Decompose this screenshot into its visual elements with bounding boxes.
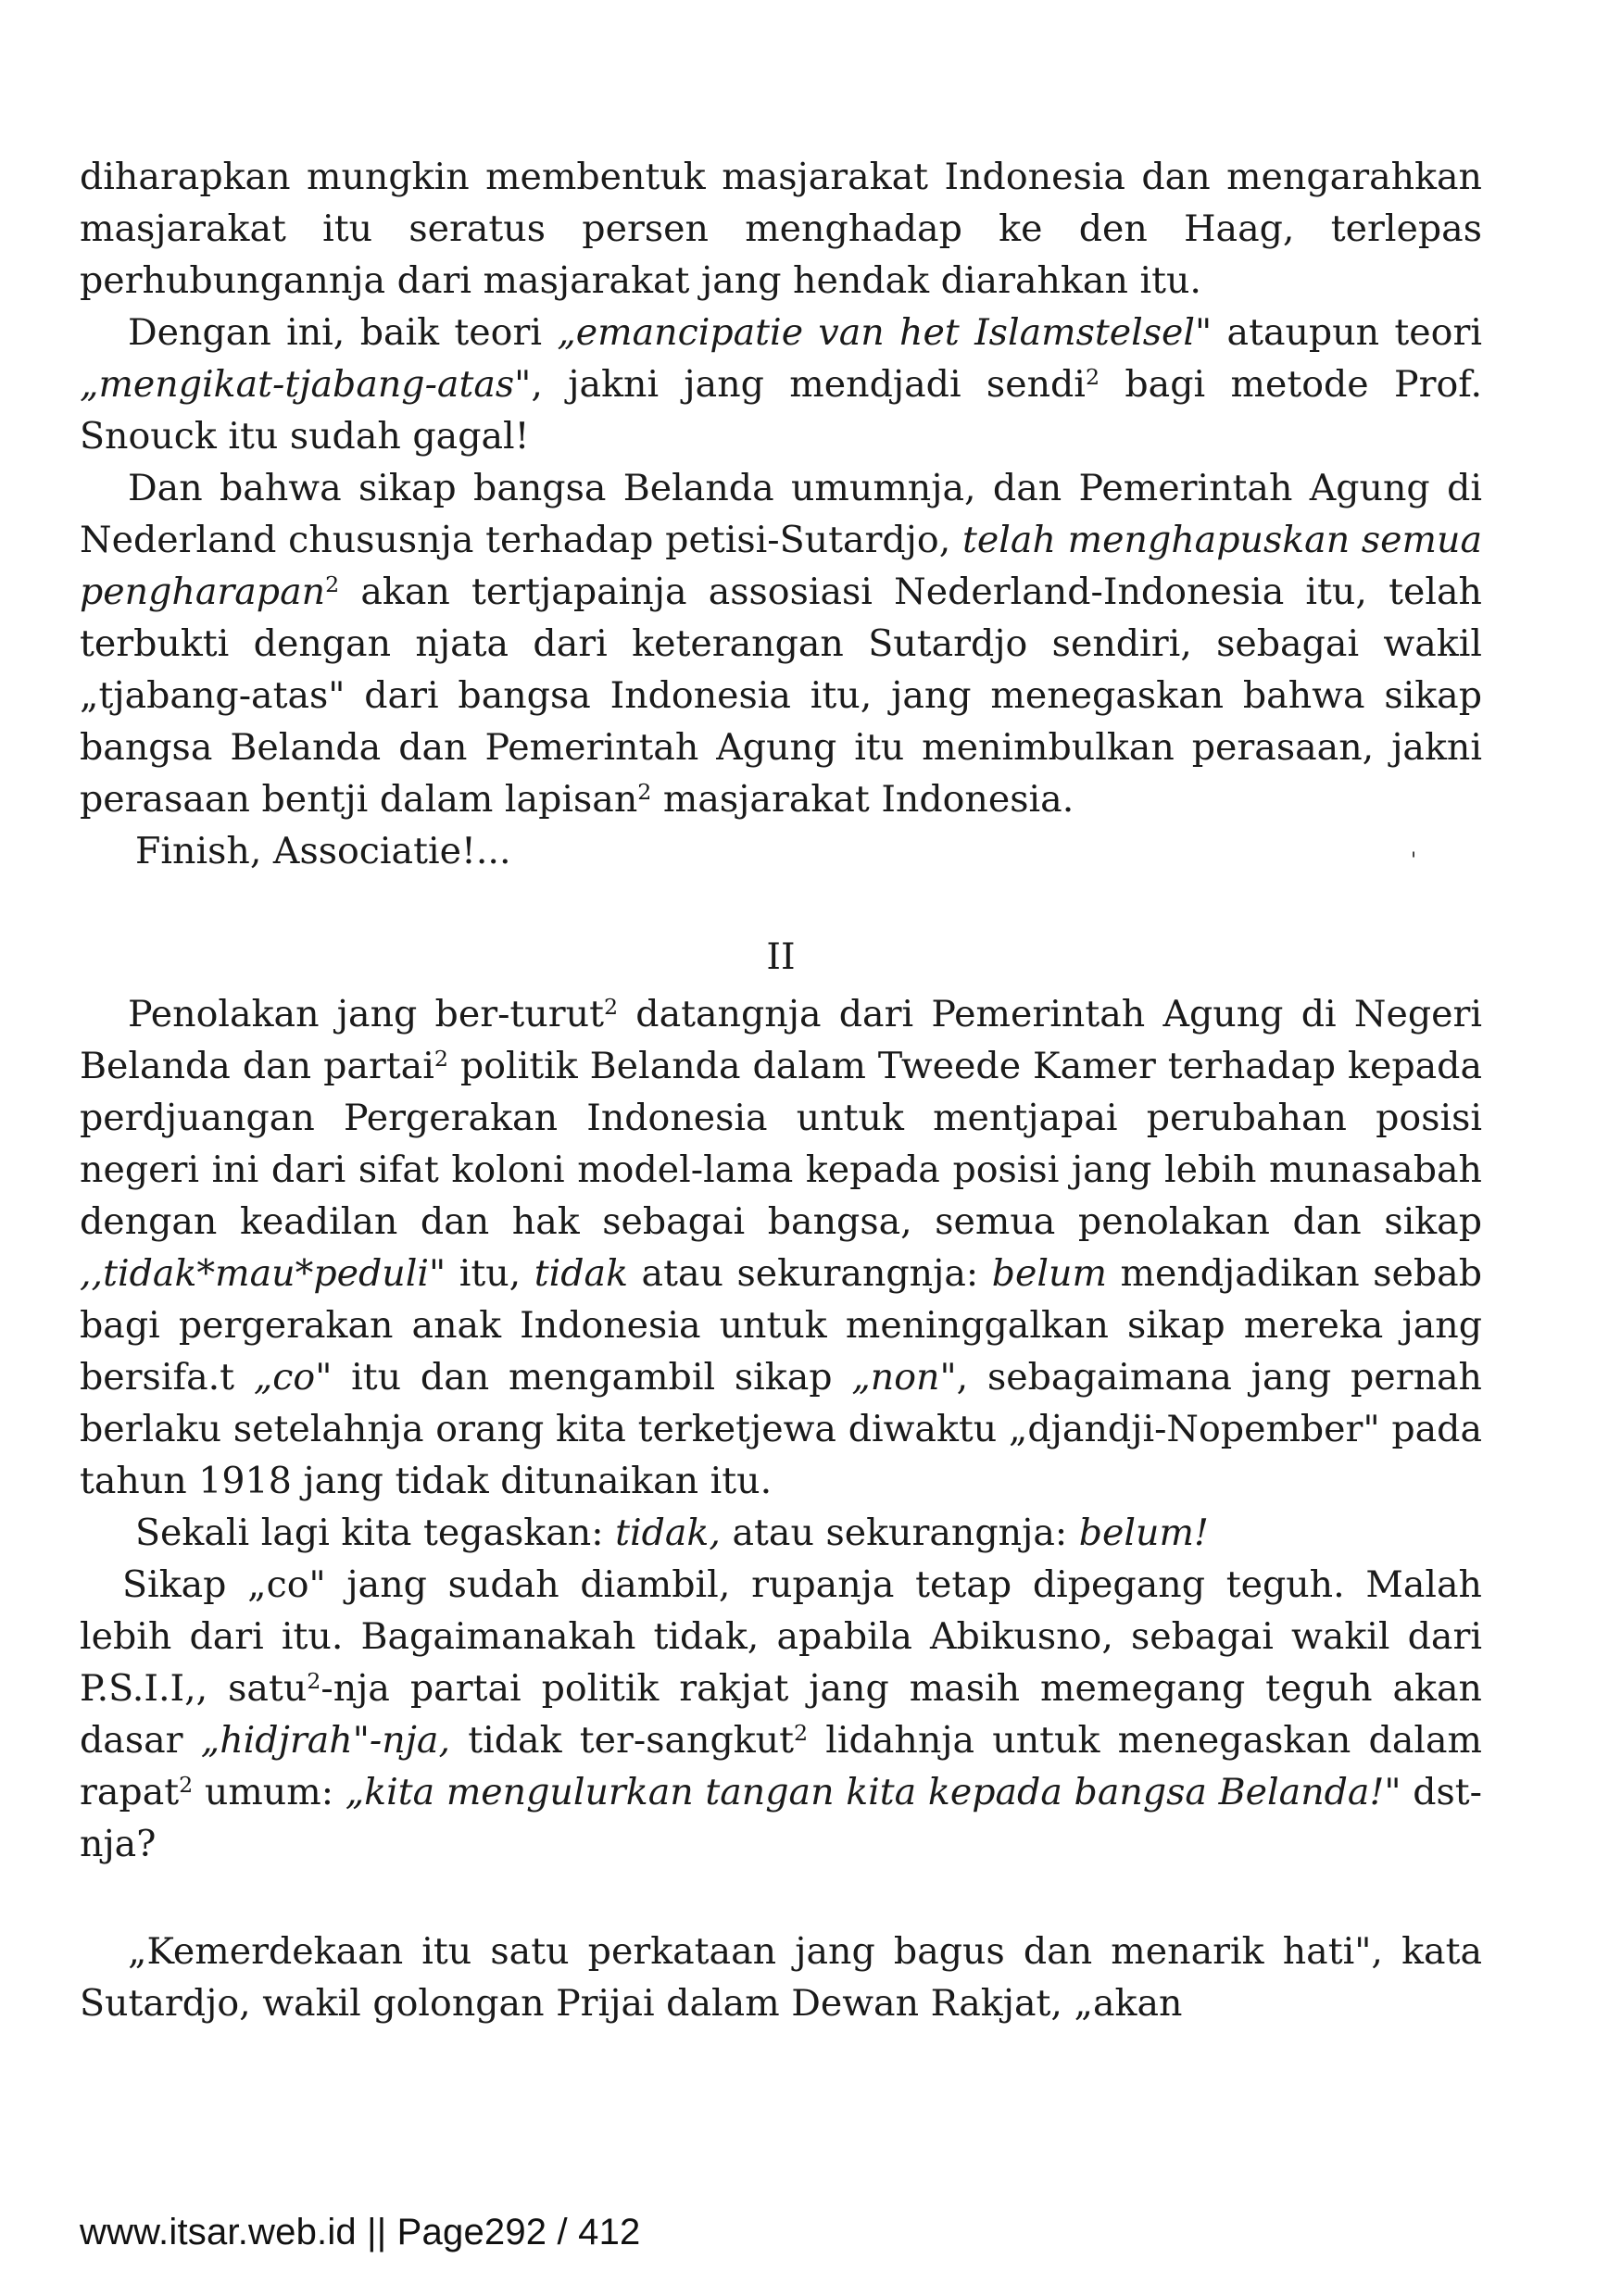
text: ataupun teori <box>1212 311 1482 354</box>
superscript: 2 <box>1085 363 1100 390</box>
text: -nja partai politik rakjat jang masih memegang teguh akan dasar <box>80 1667 1482 1762</box>
superscript: 2 <box>325 571 340 597</box>
superscript: 2 <box>307 1667 321 1694</box>
italic-text: belum! <box>1078 1512 1209 1554</box>
superscript: 2 <box>794 1719 809 1746</box>
text: bagi metode Prof. Snouck itu sudah gagal! <box>80 363 1483 458</box>
italic-text: telah menghapuskan semua pengharapan <box>80 519 1482 613</box>
text: Penolakan jang ber-turut <box>128 993 604 1035</box>
text: politik Belanda dalam Tweede Kamer terhadap kepada perdjuangan Pergerakan Indonesia untuk mentjapai perubahan posisi negeri ini dari sifat koloni model-lama kepada posisi jang lebih munasabah dengan keadilan dan hak sebagai bangsa, semua penolakan dan sikap <box>80 1045 1482 1243</box>
italic-text: „emancipatie van het Islamstelsel" <box>557 311 1213 354</box>
paragraph-3 <box>80 462 1482 825</box>
stray-mark: ' <box>1411 849 1417 872</box>
text: „Kemerdekaan itu satu perkataan jang bagus dan menarik hati", kata Sutardjo, wakil golongan Prijai dalam Dewan Rakjat, „akan <box>80 1930 1482 2025</box>
superscript: 2 <box>434 1045 448 1072</box>
italic-text: „non" <box>851 1356 957 1399</box>
italic-text: „co" <box>253 1356 333 1399</box>
text: diharapkan mungkin membentuk masjarakat Indonesia dan mengarahkan masjarakat itu seratus persen menghadap ke den Haag, terlepas perhubungannja dari masjarakat jang hendak diarahkan itu. <box>80 156 1482 302</box>
paragraph-5 <box>80 988 1482 1507</box>
page-footer: www.itsar.web.id || Page292 / 412 <box>80 2212 641 2252</box>
text: , jakni jang mendjadi sendi <box>531 363 1086 406</box>
text: itu dan mengambil sikap <box>332 1356 852 1399</box>
text: tidak ter-sangkut <box>450 1719 794 1762</box>
section-heading: II <box>766 935 796 978</box>
paragraph-1 <box>80 151 1482 307</box>
paragraph-8 <box>80 1926 1482 2029</box>
text: dst-nja? <box>80 1771 1482 1865</box>
italic-text: tidak <box>534 1252 629 1295</box>
paragraph-7 <box>80 1559 1482 1870</box>
page-body <box>80 151 1482 2029</box>
italic-text: ,,tidak*mau*peduli" <box>80 1252 446 1295</box>
italic-text: belum <box>991 1252 1107 1295</box>
text: mendjadikan sebab bagi pergerakan anak Indonesia untuk meninggalkan sikap mereka jang bersifa.t <box>80 1252 1482 1399</box>
italic-text: tidak, <box>615 1512 721 1554</box>
text: , sebagaimana jang pernah berlaku setelahnja orang kita terketjewa diwaktu „djandji-Nopember" pada tahun 1918 jang tidak ditunaikan itu. <box>80 1356 1482 1502</box>
italic-text: „hidjrah"-nja, <box>200 1719 451 1762</box>
text: masjarakat Indonesia. <box>651 778 1074 821</box>
text: lidahnja untuk menegaskan dalam rapat <box>80 1719 1483 1813</box>
text: Sekali lagi kita tegaskan: <box>135 1512 616 1554</box>
paragraph-6 <box>80 1507 1482 1559</box>
text: akan tertjapainja assosiasi Nederland-Indonesia itu, telah terbukti dengan njata dari keterangan Sutardjo sendiri, sebagai wakil „tjabang-atas" dari bangsa Indonesia itu, jang menegaskan bahwa sikap bangsa Belanda dan Pemerintah Agung itu menimbulkan perasaan, jakni perasaan bentji dalam lapisan <box>80 571 1482 821</box>
text: Finish, Associatie!... <box>135 830 511 872</box>
text: atau sekurangnja: <box>628 1252 992 1295</box>
text: Dan bahwa sikap bangsa Belanda umumnja, dan Pemerintah Agung di Nederland chususnja terhadap petisi-Sutardjo, <box>80 467 1482 561</box>
text: Dengan ini, baik teori <box>128 311 558 354</box>
text: itu, <box>446 1252 534 1295</box>
text: Sikap „co" jang sudah diambil, rupanja tetap dipegang teguh. Malah lebih dari itu. Bagaimanakah tidak, apabila Abikusno, sebagai wakil dari P.S.I.I,, satu <box>80 1563 1482 1710</box>
superscript: 2 <box>179 1771 194 1798</box>
paragraph-2 <box>80 307 1482 462</box>
text: umum: <box>193 1771 346 1813</box>
text: atau sekurangnja: <box>720 1512 1079 1554</box>
italic-text: „kita mengulurkan tangan kita kepada bangsa Belanda!" <box>345 1771 1401 1813</box>
superscript: 2 <box>637 778 652 805</box>
text: datangnja dari Pemerintah Agung di Negeri Belanda dan partai <box>80 993 1482 1087</box>
italic-text: „mengikat-tjabang-atas" <box>80 363 532 406</box>
paragraph-4 <box>80 825 1482 877</box>
superscript: 2 <box>603 993 619 1020</box>
